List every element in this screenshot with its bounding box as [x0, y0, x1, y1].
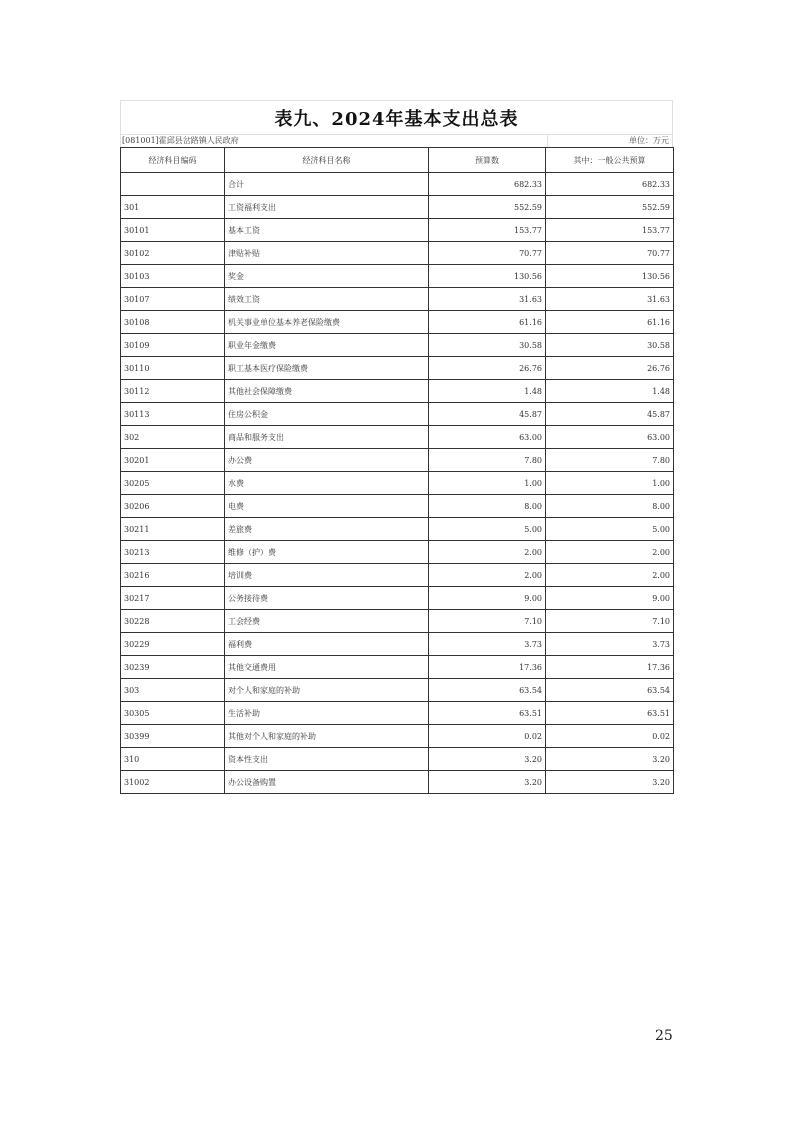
cell-name: 住房公积金	[225, 403, 429, 426]
cell-code: 30101	[121, 219, 225, 242]
cell-general: 2.00	[546, 541, 674, 564]
meta-row	[120, 134, 673, 147]
cell-name: 培训费	[225, 564, 429, 587]
cell-name: 水费	[225, 472, 429, 495]
cell-code: 30103	[121, 265, 225, 288]
cell-code: 30217	[121, 587, 225, 610]
cell-budget: 7.10	[429, 610, 546, 633]
cell-general: 682.33	[546, 173, 674, 196]
cell-budget: 63.00	[429, 426, 546, 449]
header-general: 其中：一般公共预算	[546, 148, 674, 173]
cell-code: 30228	[121, 610, 225, 633]
cell-name: 职工基本医疗保险缴费	[225, 357, 429, 380]
table-row	[121, 564, 674, 587]
table-row	[121, 702, 674, 725]
cell-code: 30109	[121, 334, 225, 357]
cell-budget: 682.33	[429, 173, 546, 196]
cell-general: 552.59	[546, 196, 674, 219]
cell-code: 30108	[121, 311, 225, 334]
cell-budget: 17.36	[429, 656, 546, 679]
table-row	[121, 610, 674, 633]
table-row	[121, 656, 674, 679]
cell-code: 30112	[121, 380, 225, 403]
cell-budget: 5.00	[429, 518, 546, 541]
cell-general: 26.76	[546, 357, 674, 380]
cell-name: 机关事业单位基本养老保险缴费	[225, 311, 429, 334]
cell-budget: 130.56	[429, 265, 546, 288]
cell-general: 0.02	[546, 725, 674, 748]
table-row	[121, 426, 674, 449]
cell-name: 工资福利支出	[225, 196, 429, 219]
cell-name: 办公设备购置	[225, 771, 429, 794]
page-number: 25	[655, 1028, 673, 1044]
cell-general: 7.80	[546, 449, 674, 472]
cell-budget: 70.77	[429, 242, 546, 265]
table-row	[121, 380, 674, 403]
cell-code: 31002	[121, 771, 225, 794]
cell-code: 30213	[121, 541, 225, 564]
cell-name: 其他交通费用	[225, 656, 429, 679]
cell-general: 63.51	[546, 702, 674, 725]
cell-general: 130.56	[546, 265, 674, 288]
cell-budget: 552.59	[429, 196, 546, 219]
cell-name: 维修（护）费	[225, 541, 429, 564]
cell-name: 其他社会保障缴费	[225, 380, 429, 403]
cell-budget: 30.58	[429, 334, 546, 357]
cell-name: 差旅费	[225, 518, 429, 541]
table-row	[121, 357, 674, 380]
cell-name: 公务接待费	[225, 587, 429, 610]
cell-name: 电费	[225, 495, 429, 518]
table-row	[121, 265, 674, 288]
cell-budget: 0.02	[429, 725, 546, 748]
cell-budget: 7.80	[429, 449, 546, 472]
cell-general: 63.00	[546, 426, 674, 449]
table-row	[121, 495, 674, 518]
cell-budget: 3.20	[429, 748, 546, 771]
cell-budget: 2.00	[429, 564, 546, 587]
budget-table	[120, 147, 674, 794]
cell-budget: 61.16	[429, 311, 546, 334]
unit-measure: 单位：万元	[629, 136, 669, 145]
cell-name: 商品和服务支出	[225, 426, 429, 449]
cell-code: 30216	[121, 564, 225, 587]
table-row	[121, 587, 674, 610]
table-row	[121, 679, 674, 702]
header-code: 经济科目编码	[121, 148, 225, 173]
cell-general: 7.10	[546, 610, 674, 633]
header-name: 经济科目名称	[225, 148, 429, 173]
cell-general: 63.54	[546, 679, 674, 702]
cell-general: 3.73	[546, 633, 674, 656]
table-row	[121, 771, 674, 794]
cell-general: 17.36	[546, 656, 674, 679]
cell-general: 45.87	[546, 403, 674, 426]
cell-name: 福利费	[225, 633, 429, 656]
unit-label: [081001]霍邱县岔路镇人民政府	[121, 135, 548, 147]
table-row	[121, 541, 674, 564]
cell-general: 70.77	[546, 242, 674, 265]
cell-budget: 1.00	[429, 472, 546, 495]
cell-budget: 31.63	[429, 288, 546, 311]
cell-code: 30102	[121, 242, 225, 265]
cell-code: 30113	[121, 403, 225, 426]
cell-name: 资本性支出	[225, 748, 429, 771]
cell-general: 3.20	[546, 771, 674, 794]
cell-general: 1.48	[546, 380, 674, 403]
cell-budget: 9.00	[429, 587, 546, 610]
table-row	[121, 725, 674, 748]
cell-budget: 63.54	[429, 679, 546, 702]
cell-name: 生活补助	[225, 702, 429, 725]
cell-budget: 8.00	[429, 495, 546, 518]
cell-budget: 2.00	[429, 541, 546, 564]
table-row	[121, 219, 674, 242]
cell-name: 津贴补贴	[225, 242, 429, 265]
cell-name: 其他对个人和家庭的补助	[225, 725, 429, 748]
cell-code: 303	[121, 679, 225, 702]
cell-general: 31.63	[546, 288, 674, 311]
table-body	[121, 173, 674, 794]
cell-general: 153.77	[546, 219, 674, 242]
cell-name: 绩效工资	[225, 288, 429, 311]
table-row	[121, 311, 674, 334]
cell-budget: 1.48	[429, 380, 546, 403]
cell-general: 30.58	[546, 334, 674, 357]
header-row	[121, 148, 674, 173]
table-row	[121, 196, 674, 219]
cell-code: 30239	[121, 656, 225, 679]
cell-name: 合计	[225, 173, 429, 196]
cell-name: 基本工资	[225, 219, 429, 242]
cell-code: 301	[121, 196, 225, 219]
cell-code: 30206	[121, 495, 225, 518]
table-row	[121, 403, 674, 426]
cell-name: 职业年金缴费	[225, 334, 429, 357]
cell-name: 奖金	[225, 265, 429, 288]
table-row	[121, 518, 674, 541]
cell-code: 30205	[121, 472, 225, 495]
cell-code: 30201	[121, 449, 225, 472]
cell-general: 2.00	[546, 564, 674, 587]
header-budget: 预算数	[429, 148, 546, 173]
cell-budget: 26.76	[429, 357, 546, 380]
cell-general: 5.00	[546, 518, 674, 541]
cell-code: 30399	[121, 725, 225, 748]
cell-code: 30211	[121, 518, 225, 541]
cell-general: 3.20	[546, 748, 674, 771]
table-row	[121, 449, 674, 472]
table-row	[121, 633, 674, 656]
table-row	[121, 472, 674, 495]
cell-code: 310	[121, 748, 225, 771]
table-row	[121, 748, 674, 771]
table-title: 表九、2024年基本支出总表	[120, 100, 673, 134]
table-row	[121, 288, 674, 311]
table-row	[121, 242, 674, 265]
table-row	[121, 334, 674, 357]
cell-general: 61.16	[546, 311, 674, 334]
budget-sheet	[120, 100, 673, 794]
cell-name: 工会经费	[225, 610, 429, 633]
cell-general: 9.00	[546, 587, 674, 610]
cell-name: 对个人和家庭的补助	[225, 679, 429, 702]
cell-budget: 3.20	[429, 771, 546, 794]
cell-code: 30305	[121, 702, 225, 725]
cell-budget: 45.87	[429, 403, 546, 426]
cell-general: 1.00	[546, 472, 674, 495]
cell-general: 8.00	[546, 495, 674, 518]
cell-code	[121, 173, 225, 196]
cell-code: 302	[121, 426, 225, 449]
cell-code: 30229	[121, 633, 225, 656]
cell-code: 30110	[121, 357, 225, 380]
cell-code: 30107	[121, 288, 225, 311]
cell-budget: 153.77	[429, 219, 546, 242]
table-row	[121, 173, 674, 196]
cell-budget: 3.73	[429, 633, 546, 656]
cell-budget: 63.51	[429, 702, 546, 725]
cell-name: 办公费	[225, 449, 429, 472]
